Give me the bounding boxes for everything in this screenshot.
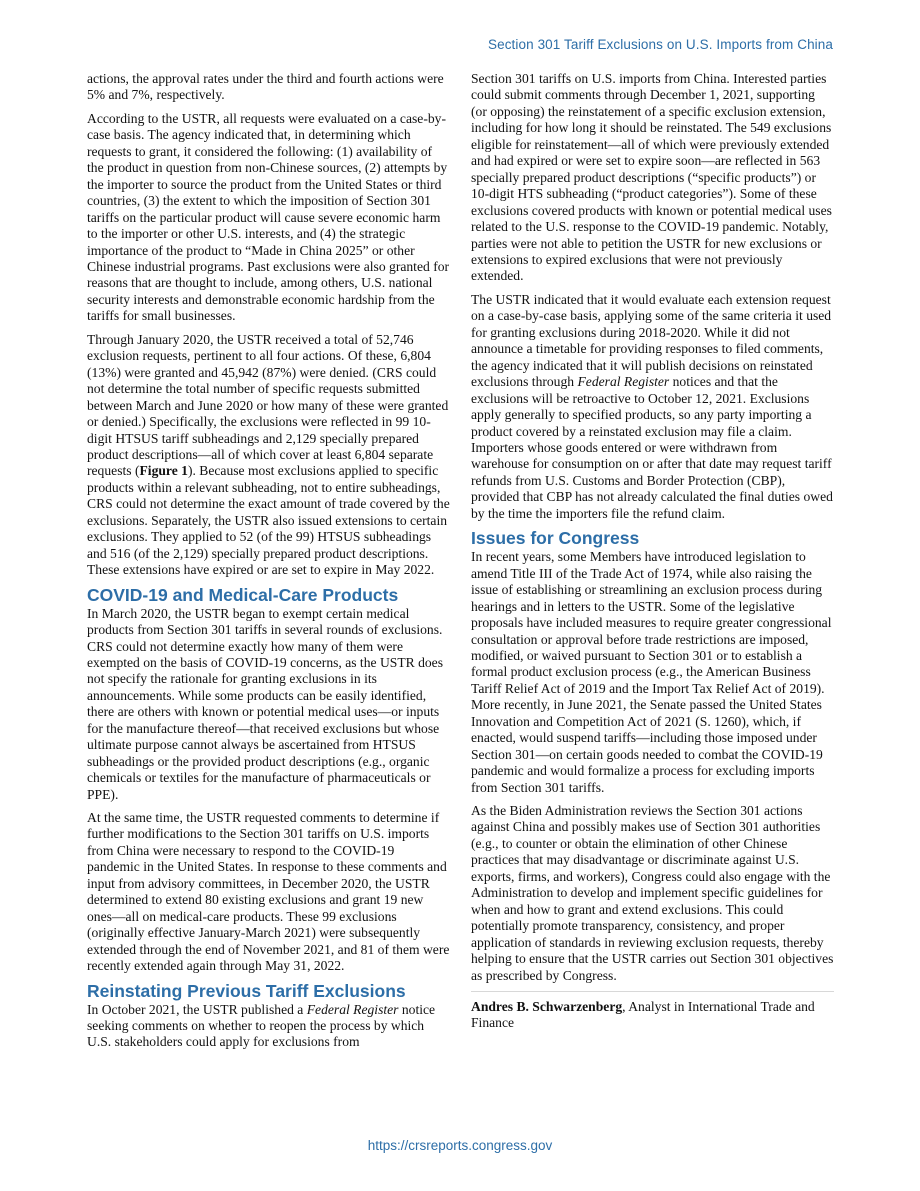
paragraph: Section 301 tariffs on U.S. imports from China. Interested parties could submit comments through December 1, 2021, supporting (or opposing) the reinstatement of a specific exclusion extension, including for how long it should be reinstated. The 549 exclusions eligible for reinstatement—all of which were previously extended and had expired or were set to expire soon—are reflected in 563 specially prepared product descriptions (“specific products”) or 10-digit HTS subheading (“product categories”). Some of these exclusions covered products with known or potential medical uses related to the U.S. response to the COVID-19 pandemic. Notably, parties were not able to petition the USTR for new exclusions or extensions to expired exclusions that were not previously extended. [471,71,832,284]
paragraph-text: ). Because most exclusions applied to specific products within a relevant subheading, not to entire subheadings, CRS could not determine the exact amount of trade covered by the exclusions. Separately, the USTR also issued extensions to certain exclusions. They applied to 52 (of the 99) HTSUS subheadings and 516 (of the 2,129) specially prepared product descriptions. These extensions have expired or are set to expire in May 2022. [87,463,450,578]
publication-title: Federal Register [577,374,670,390]
section-heading-covid: COVID-19 and Medical-Care Products [87,584,399,605]
paragraph [87,332,450,579]
paragraph: actions, the approval rates under the third and fourth actions were 5% and 7%, respectively. [87,71,444,103]
running-header: Section 301 Tariff Exclusions on U.S. Imports from China [487,37,833,52]
author-credit [471,991,834,1032]
author-name: Andres B. Schwarzenberg [471,999,623,1015]
section-heading-reinstating: Reinstating Previous Tariff Exclusions [87,980,406,1001]
paragraph [471,292,834,522]
paragraph-text: notice seeking comments on whether to reopen the process by which U.S. stakeholders could apply for exclusions from [87,1001,436,1050]
paragraph: According to the USTR, all requests were evaluated on a case-by-case basis. The agency indicated that, in determining which requests to grant, it considered the following: (1) availability of the product in question from non-Chinese sources, (2) attempts by the importer to source the product from the United States or third countries, (3) the extent to which the imposition of Section 301 tariffs on the particular product will cause severe economic harm to the importer or other U.S. interests, and (4) the strategic importance of the product to “Made in China 2025” or other Chinese industrial programs. Past exclusions were also granted for reasons that are thought to include, among others, U.S. national security interests and demonstrable economic hardship from the tariffs for small businesses. [87,110,450,324]
paragraph-text: In October 2021, the USTR published a [87,1001,307,1017]
paragraph: In recent years, some Members have introduced legislation to amend Title III of the Trade Act of 1974, while also raising the issue of establishing or streamlining an exclusion process during hearings and in letters to the USTR. Some of the legislative proposals have included measures to require greater congressional consultation or approval before trade restrictions are imposed, modified, or waived pursuant to Section 301 or to establish a formal product exclusion process (e.g., the American Business Tariff Relief Act of 2019 and the Import Tax Relief Act of 2019). More recently, in June 2021, the Senate passed the United States Innovation and Competition Act of 2021 (S. 1260), which, if enacted, would suspend tariffs—including those imposed under Section 301—on certain goods needed to combat the COVID-19 pandemic and would formalize a process for excluding imports from Section 301 tariffs. [471,549,832,795]
paragraph: As the Biden Administration reviews the Section 301 actions against China and possibly makes use of Section 301 authorities (e.g., to counter or obtain the elimination of other Chinese practices that may disadvantage or discriminate against U.S. exports, firms, and workers), Congress could also engage with the Administration to develop and implement specific guidelines for when and how to grant and extend exclusions. This could potentially promote transparency, consistency, and proper application of standards in reviewing exclusion requests, thereby helping to ensure that the USTR carries out Section 301 objectives as prescribed by Congress. [471,803,834,983]
paragraph-text: Through January 2020, the USTR received a total of 52,746 exclusion requests, pertinent to all four actions. Of these, 6,804 (13%) were granted and 45,942 (87%) were denied. (CRS could not determine the total number of specific requests submitted between March and June 2020 or how many of these were granted or denied.) Specifically, the exclusions were reflected in 99 10-digit HTSUS tariff subheadings and 2,129 specially prepared product descriptions—all of which cover at least 6,804 separate requests ( [87,331,449,479]
right-column [471,71,834,1039]
publication-title: Federal Register [306,1001,399,1017]
section-heading-issues: Issues for Congress [471,528,640,549]
figure-reference[interactable]: Figure 1 [139,463,188,479]
paragraph: In March 2020, the USTR began to exempt certain medical products from Section 301 tariffs in several rounds of exclusions. CRS could not determine exactly how many of them were exempted on the basis of COVID-19 concerns, as the USTR does not specify the rationale for granting exclusions in its announcements. While some products can be easily identified, there are others with known or potential medical uses—or inputs for the manufacture thereof—that received exclusions but whose ultimate purpose cannot always be ascertained from HTSUS subheadings or the provided product descriptions (e.g., organic chemicals or textiles for the manufacture of pharmaceuticals or PPE). [87,605,444,802]
left-column [87,71,450,1058]
paragraph-text: The USTR indicated that it would evaluate each extension request on a case-by-case basis, applying some of the same criteria it used for granting exclusions during 2018-2020. While it did not announce a timetable for providing responses to filed comments, the agency indicated that it will publish decisions on reinstated exclusions through [471,291,832,390]
paragraph [87,1002,450,1051]
paragraph: At the same time, the USTR requested comments to determine if further modifications to the Section 301 tariffs on U.S. imports from China were necessary to respond to the COVID-19 pandemic in the United States. In response to these comments and input from advisory committees, in December 2020, the USTR determined to extend 80 existing exclusions and grant 19 new ones—all on medical-care products. These 99 exclusions (originally effective January-March 2021) were subsequently extended through the end of November 2021, and 81 of them were recently extended again through May 31, 2022. [87,810,450,974]
paragraph-text: notices and that the exclusions will be retroactive to October 12, 2021. Exclusions apply generally to specified products, so any party importing a product covered by a reinstated exclusion may file a claim. Importers whose goods entered or were withdrawn from warehouse for consumption on or after that date may request tariff refunds from U.S. Customs and Border Protection (CBP), provided that CBP has not already calculated the final duties owed by the time the importers file the refund claim. [471,374,833,521]
author-title: , Analyst in International Trade and Finance [471,999,815,1031]
footer-link[interactable]: https://crsreports.congress.gov [367,1138,553,1153]
